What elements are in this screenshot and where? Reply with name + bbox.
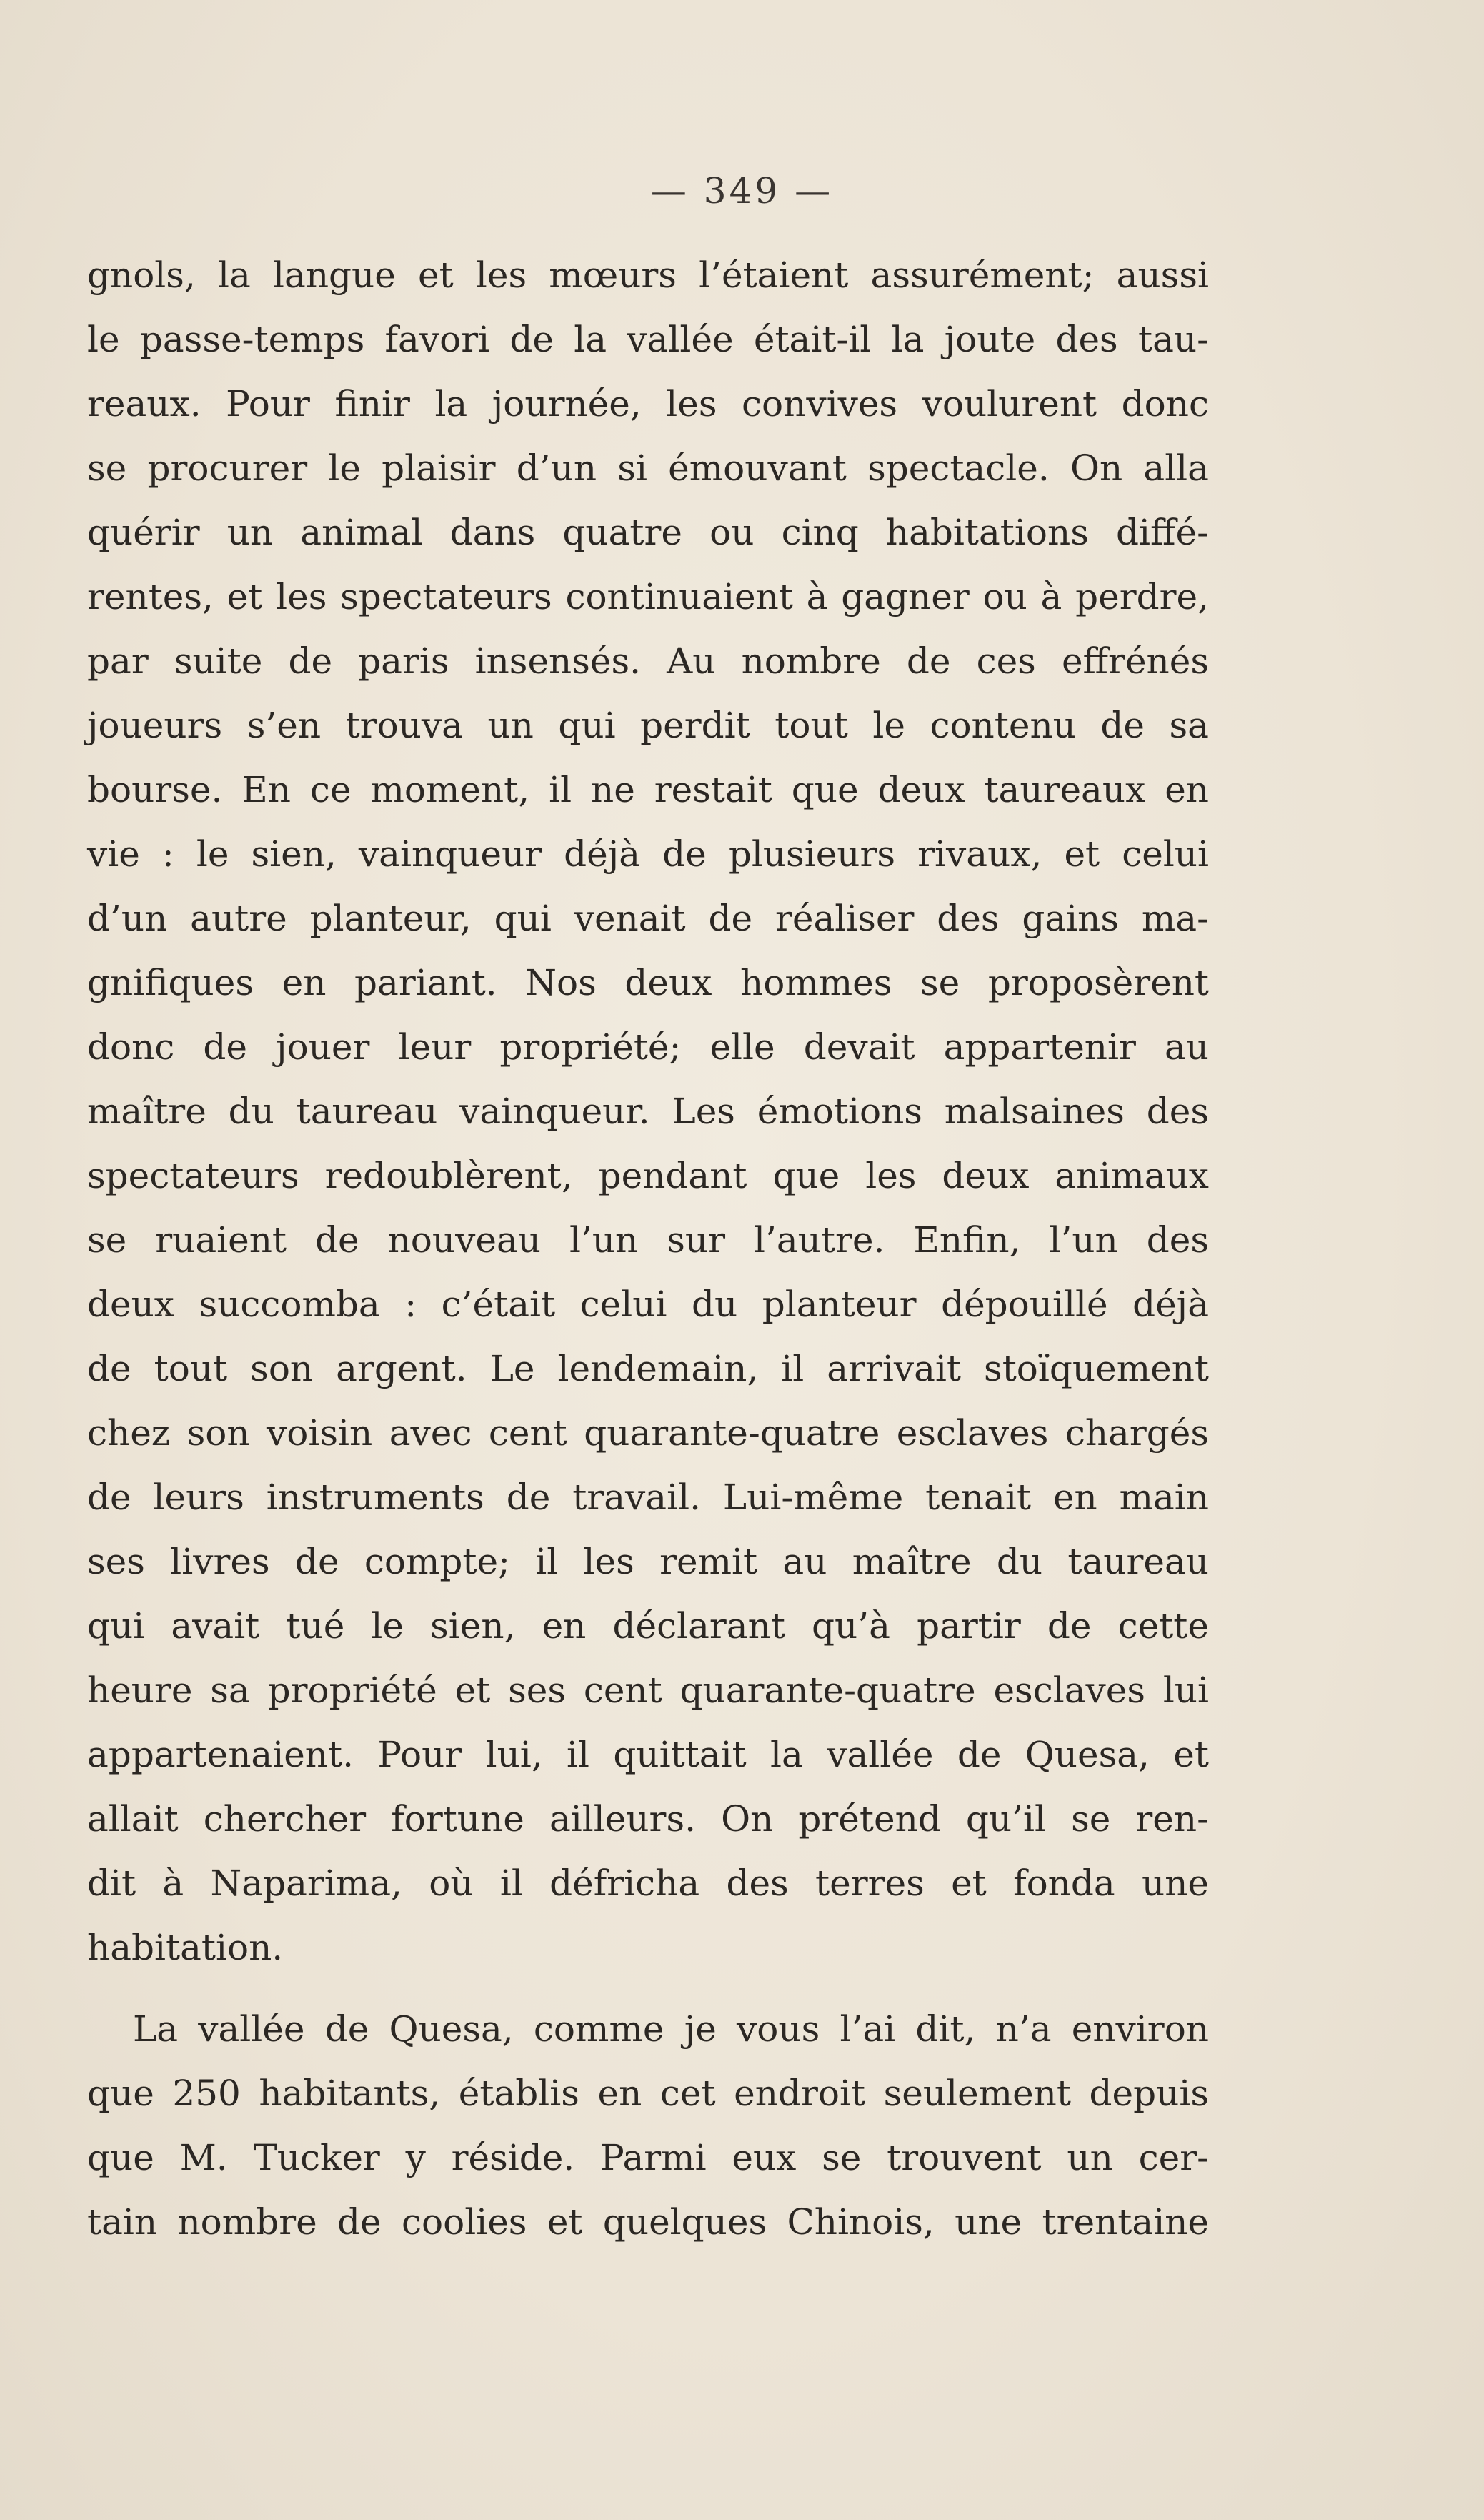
text-line: La vallée de Quesa, comme je vous l’ai dit, n’a environ [133,2008,1209,2050]
text-line: le passe-temps favori de la vallée était-il la joute des tau- [87,319,1209,360]
paragraph-gap [87,1980,1209,1997]
text-line: habitation. [87,1927,284,1968]
text-line: donc de jouer leur propriété; elle devait appartenir au [87,1026,1209,1068]
text-line: de leurs instruments de travail. Lui-même tenait en main [87,1477,1209,1518]
text-line: heure sa propriété et ses cent quarante-quatre esclaves lui [87,1670,1209,1711]
text-line: chez son voisin avec cent quarante-quatre esclaves chargés [87,1412,1209,1454]
text-line: bourse. En ce moment, il ne restait que deux taureaux en [87,769,1209,810]
page-number: — 349 — [650,170,834,212]
text-line: qui avait tué le sien, en déclarant qu’à partir de cette [87,1605,1209,1647]
text-line: deux succomba : c’était celui du planteur dépouillé déjà [87,1284,1209,1325]
text-line: reaux. Pour finir la journée, les convives voulurent donc [87,383,1209,425]
text-line: se ruaient de nouveau l’un sur l’autre. Enfin, l’un des [87,1219,1209,1261]
text-line: appartenaient. Pour lui, il quittait la vallée de Quesa, et [87,1734,1209,1775]
text-line: ses livres de compte; il les remit au maître du taureau [87,1541,1209,1582]
paragraph [87,243,1209,1980]
body-text [87,243,1209,2254]
paragraph [87,1997,1209,2254]
text-line: de tout son argent. Le lendemain, il arrivait stoïquement [87,1348,1209,1389]
text-line: maître du taureau vainqueur. Les émotions malsaines des [87,1091,1209,1132]
text-line: joueurs s’en trouva un qui perdit tout le contenu de sa [87,705,1209,746]
text-line: par suite de paris insensés. Au nombre de ces effrénés [87,640,1209,682]
text-line: que M. Tucker y réside. Parmi eux se trouvent un cer- [87,2137,1209,2178]
text-line: tain nombre de coolies et quelques Chinois, une trentaine [87,2201,1209,2243]
text-line: quérir un animal dans quatre ou cinq habitations diffé- [87,512,1209,553]
text-line: gnifiques en pariant. Nos deux hommes se proposèrent [87,962,1209,1003]
text-line: rentes, et les spectateurs continuaient à gagner ou à perdre, [87,576,1209,617]
text-line: d’un autre planteur, qui venait de réaliser des gains ma- [87,898,1209,939]
text-line: se procurer le plaisir d’un si émouvant spectacle. On alla [87,447,1209,489]
text-line: gnols, la langue et les mœurs l’étaient assurément; aussi [87,254,1209,296]
text-line: spectateurs redoublèrent, pendant que les deux animaux [87,1155,1209,1196]
text-line: dit à Naparima, où il défricha des terres et fonda une [87,1862,1209,1904]
text-line: vie : le sien, vainqueur déjà de plusieurs rivaux, et celui [87,833,1209,875]
text-line: allait chercher fortune ailleurs. On prétend qu’il se ren- [87,1798,1209,1840]
text-line: que 250 habitants, établis en cet endroit seulement depuis [87,2073,1209,2114]
